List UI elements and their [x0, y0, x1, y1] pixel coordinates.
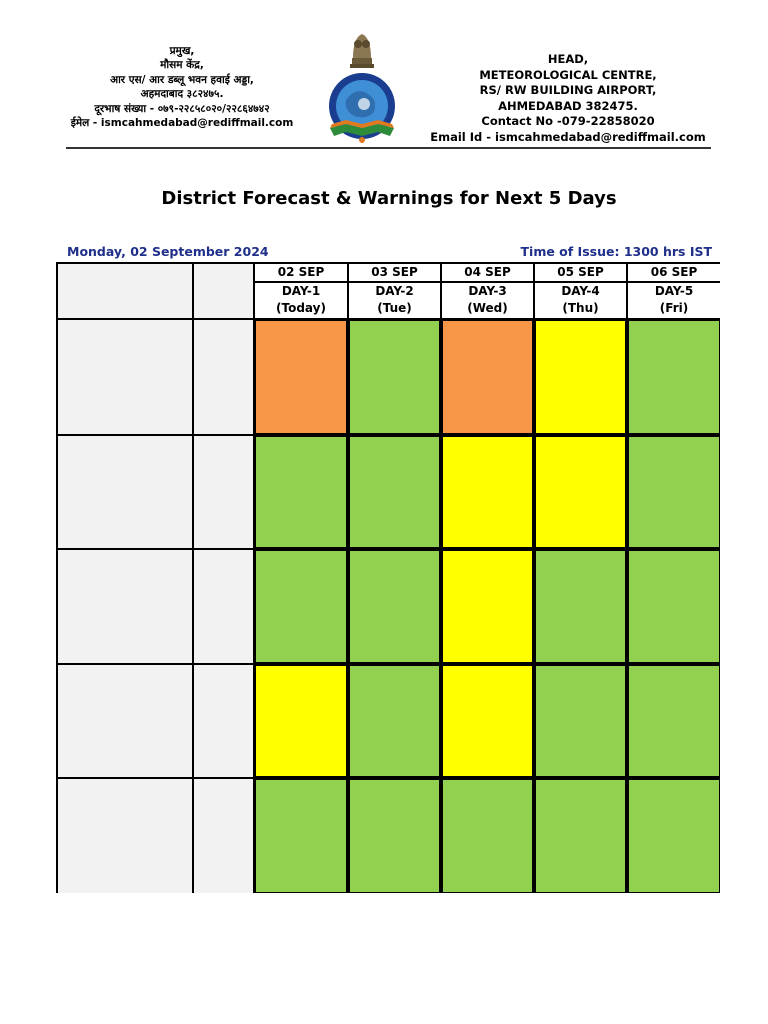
english-address-block — [418, 52, 718, 145]
hindi-line: अहमदाबाद ३८२४७५. — [140, 88, 224, 101]
warning-cell-green — [350, 437, 439, 547]
day-date-header: 02 SEP — [255, 264, 347, 281]
parameter-header-cell — [194, 264, 253, 318]
english-line: Email Id - ismcahmedabad@rediffmail.com — [430, 129, 706, 144]
english-line: METEOROLOGICAL CENTRE, — [479, 67, 657, 82]
parameter-cell — [194, 550, 253, 663]
district-name-cell — [58, 550, 192, 663]
issue-time: Time of Issue: 1300 hrs IST — [520, 244, 712, 259]
district-name-cell — [58, 320, 192, 434]
english-line: AHMEDABAD 382475. — [498, 98, 638, 113]
hindi-line: दूरभाष संख्या - ०७९-२२८५८०२०/२२८६४७४२ — [94, 102, 270, 115]
english-line: Contact No -079-22858020 — [481, 114, 655, 128]
warning-cell-yellow — [443, 437, 532, 547]
hindi-line: आर एस/ आर डब्लू भवन हवाई अड्डा, — [110, 73, 254, 86]
day-number-label: DAY-2 — [375, 284, 414, 298]
hindi-line: प्रमुख, — [169, 45, 195, 57]
day-date-header: 05 SEP — [535, 264, 626, 281]
day-label-header — [255, 283, 347, 318]
imd-emblem-logo — [322, 28, 402, 148]
warning-cell-green — [256, 551, 346, 662]
warning-cell-yellow — [443, 551, 532, 662]
day-date-header: 03 SEP — [349, 264, 440, 281]
issue-date: Monday, 02 September 2024 — [67, 244, 269, 259]
district-header-cell — [58, 264, 192, 318]
day-number-label: DAY-1 — [281, 284, 321, 298]
day-label-header — [349, 283, 440, 318]
warning-cell-green — [536, 666, 625, 776]
forecast-table — [56, 262, 720, 893]
day-label-header — [628, 283, 720, 318]
hindi-line: मौसम केंद्र, — [160, 59, 204, 72]
hindi-address-block — [62, 44, 302, 130]
district-name-cell — [58, 436, 192, 548]
warning-cell-green — [350, 666, 439, 776]
warning-cell-green — [536, 780, 625, 892]
warning-cell-green — [629, 437, 719, 547]
warning-cell-orange — [256, 321, 346, 433]
warning-cell-green — [536, 551, 625, 662]
day-date-header: 06 SEP — [628, 264, 720, 281]
day-label-header — [535, 283, 626, 318]
header-divider — [66, 147, 711, 149]
warning-cell-green — [256, 437, 346, 547]
warning-cell-green — [629, 780, 719, 892]
weekday-label: (Fri) — [659, 301, 689, 315]
warning-cell-green — [629, 551, 719, 662]
day-number-label: DAY-4 — [561, 284, 600, 298]
district-name-cell — [58, 665, 192, 777]
warning-cell-green — [629, 321, 719, 433]
weekday-label: (Tue) — [377, 301, 412, 315]
warning-cell-green — [350, 551, 439, 662]
parameter-cell — [194, 436, 253, 548]
weekday-label: (Wed) — [467, 301, 508, 315]
page-title: District Forecast & Warnings for Next 5 Days — [161, 188, 617, 209]
warning-cell-yellow — [536, 321, 625, 433]
parameter-cell — [194, 665, 253, 777]
day-date-header: 04 SEP — [442, 264, 533, 281]
weekday-label: (Today) — [276, 301, 326, 315]
warning-cell-yellow — [536, 437, 625, 547]
warning-cell-orange — [443, 321, 532, 433]
warning-cell-yellow — [443, 666, 532, 776]
warning-cell-green — [350, 780, 439, 892]
english-line: RS/ RW BUILDING AIRPORT, — [479, 83, 657, 97]
warning-cell-green — [256, 780, 346, 892]
day-number-label: DAY-5 — [654, 284, 694, 298]
warning-cell-yellow — [256, 666, 346, 776]
day-label-header — [442, 283, 533, 318]
hindi-line: ईमेल - ismcahmedabad@rediffmail.com — [70, 117, 294, 130]
english-line: HEAD, — [547, 52, 589, 66]
district-name-cell — [58, 779, 192, 893]
warning-cell-green — [443, 780, 532, 892]
warning-cell-green — [629, 666, 719, 776]
warning-cell-green — [350, 321, 439, 433]
day-number-label: DAY-3 — [468, 284, 507, 298]
parameter-cell — [194, 779, 253, 893]
parameter-cell — [194, 320, 253, 434]
weekday-label: (Thu) — [562, 301, 599, 315]
